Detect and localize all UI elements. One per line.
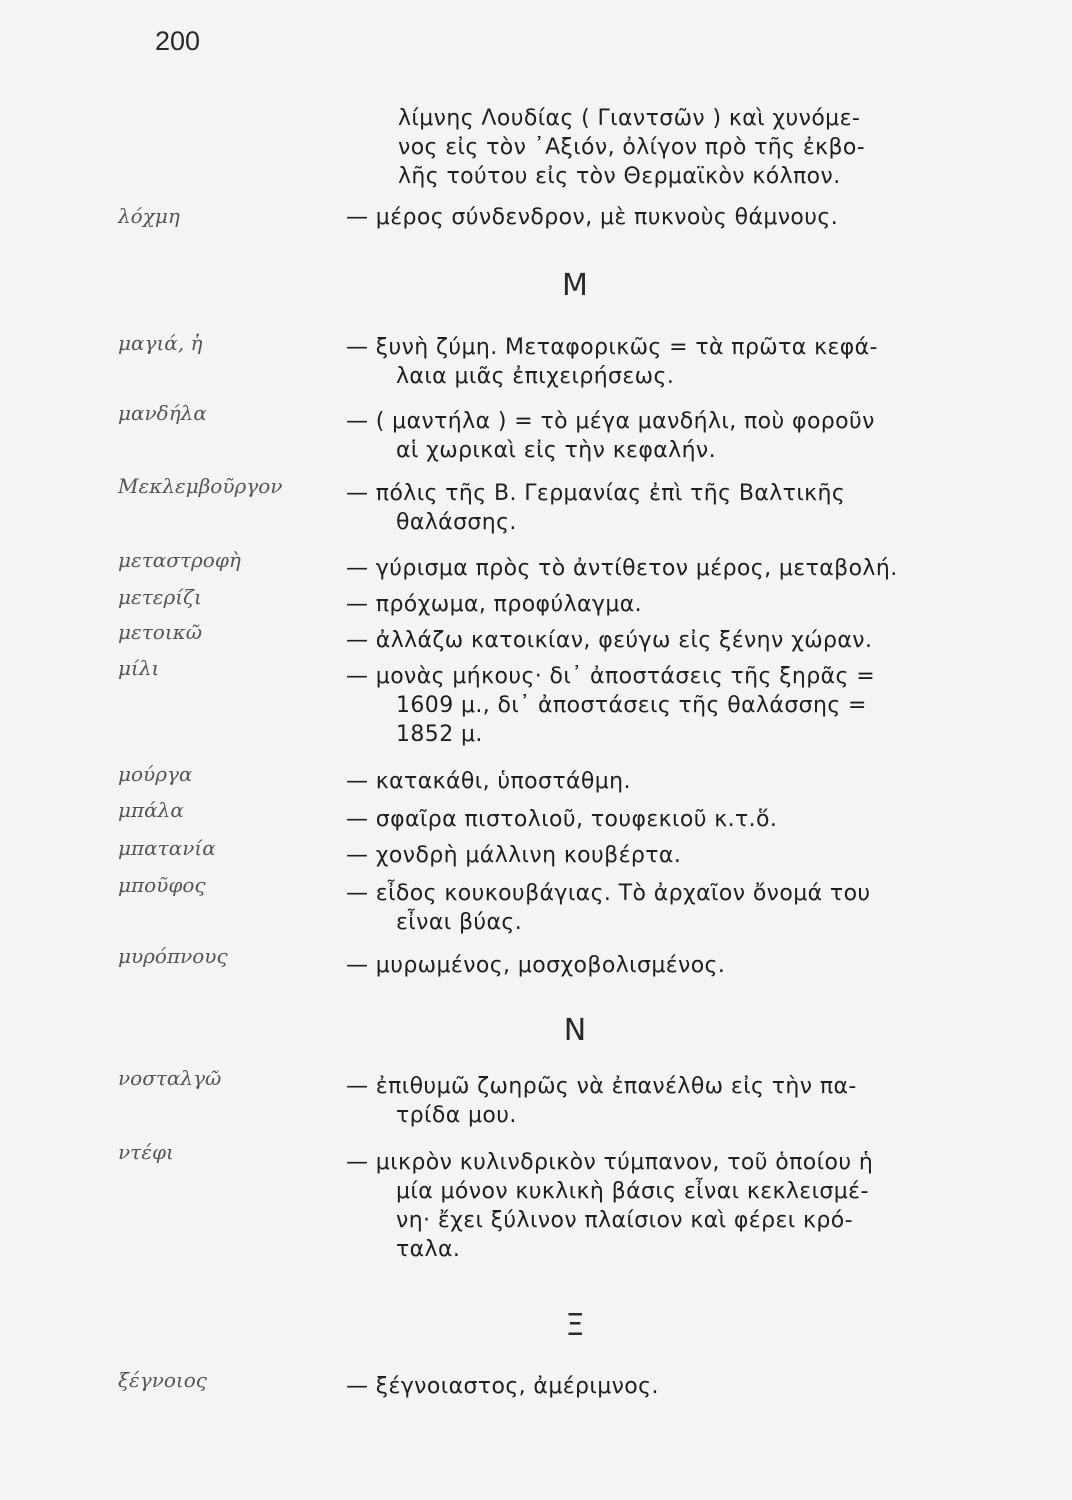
term-entry: ξέγνοιος (118, 1368, 207, 1392)
text-line: — ξέγνοιαστος, ἀμέριμνος. (346, 1374, 659, 1399)
text-line: — γύρισμα πρὸς τὸ ἀντίθετον μέρος, μεταβολή. (346, 556, 898, 581)
text-line: θαλάσσης. (396, 510, 517, 535)
term-entry: ντέφι (118, 1140, 174, 1164)
text-line: εἶναι βύας. (396, 910, 523, 935)
text-line: — μικρὸν κυλινδρικὸν τύμπανον, τοῦ ὁποίου ἡ (346, 1150, 874, 1175)
definition-entry (346, 951, 1026, 980)
definition-entry (346, 662, 1026, 749)
definition-entry (346, 767, 1026, 796)
text-line: — ξυνὴ ζύμη. Μεταφορικῶς = τὰ πρῶτα κεφά- (346, 335, 878, 360)
section-heading-xi: Ξ (565, 1308, 585, 1343)
text-line: — κατακάθι, ὑποστάθμη. (346, 769, 631, 794)
text-line: λαια μιᾶς ἐπιχειρήσεως. (396, 364, 675, 389)
definition-entry (346, 1148, 1026, 1264)
term-entry: νοσταλγῶ (118, 1066, 222, 1090)
term-entry: μυρόπνους (118, 944, 228, 968)
definition-entry (346, 333, 1026, 391)
text-line: — ἐπιθυμῶ ζωηρῶς νὰ ἐπανέλθω εἰς τὴν πα- (346, 1074, 857, 1099)
text-line: τρίδα μου. (396, 1103, 517, 1128)
term-entry: μποῦφος (118, 873, 206, 897)
term-entry: Μεκλεμβοῦργον (118, 474, 283, 498)
term-entry: μαγιά, ἡ (118, 331, 203, 355)
definition-entry (346, 879, 1026, 937)
definition-lochmi (346, 203, 1026, 232)
term-entry: μανδήλα (118, 401, 207, 425)
page-number: 200 (155, 26, 201, 56)
text-line: ταλα. (396, 1237, 461, 1262)
text-line: — εἶδος κουκουβάγιας. Τὸ ἀρχαῖον ὄνομά του (346, 881, 871, 906)
text-line: — πρόχωμα, προφύλαγμα. (346, 592, 643, 617)
term-entry: μούργα (118, 762, 193, 786)
section-heading-m: M (562, 268, 588, 303)
text-line: — ( μαντήλα ) = τὸ μέγα μανδήλι, ποὺ φοροῦν (346, 409, 875, 434)
continuation-text (398, 104, 1072, 191)
text-line: — μέρος σύνδενδρον, μὲ πυκνοὺς θάμνους. (346, 205, 839, 230)
definition-entry (346, 554, 1026, 583)
text-line: νος εἰς τὸν ᾿Αξιόν, ὀλίγον πρὸ τῆς ἐκβο- (398, 135, 866, 160)
text-line: — πόλις τῆς Β. Γερμανίας ἐπὶ τῆς Βαλτικῆς (346, 481, 846, 506)
definition-entry (346, 626, 1026, 655)
text-line: λῆς τούτου εἰς τὸν Θερμαϊκὸν κόλπον. (398, 164, 841, 189)
text-line: — μονὰς μήκους· δι᾽ ἀποστάσεις τῆς ξηρᾶς = (346, 664, 876, 689)
term-entry: μπάλα (118, 798, 184, 822)
text-line: λίμνης Λουδίας ( Γιαντσῶν ) καὶ χυνόμε- (398, 106, 861, 131)
definition-entry (346, 1372, 1026, 1401)
section-heading-n: N (563, 1013, 587, 1048)
text-line: νη· ἔχει ξύλινον πλαίσιον καὶ φέρει κρό- (396, 1208, 853, 1233)
text-line: — χονδρὴ μάλλινη κουβέρτα. (346, 843, 682, 868)
definition-entry (346, 1072, 1026, 1130)
text-line: 1852 μ. (396, 722, 483, 747)
text-line: — ἀλλάζω κατοικίαν, φεύγω εἰς ξένην χώραν. (346, 628, 873, 653)
definition-entry (346, 805, 1026, 834)
term-lochmi: λόχμη (118, 204, 180, 228)
text-line: μία μόνον κυκλικὴ βάσις εἶναι κεκλεισμέ- (396, 1179, 869, 1204)
definition-entry (346, 590, 1026, 619)
text-line: — σφαῖρα πιστολιοῦ, τουφεκιοῦ κ.τ.ὅ. (346, 807, 778, 832)
term-entry: μπατανία (118, 836, 216, 860)
term-entry: μετερίζι (118, 585, 202, 609)
text-line: 1609 μ., δι᾽ ἀποστάσεις τῆς θαλάσσης = (396, 693, 867, 718)
term-entry: μίλι (118, 656, 160, 680)
definition-entry (346, 479, 1026, 537)
definition-entry (346, 407, 1026, 465)
term-entry: μετοικῶ (118, 620, 203, 644)
text-line: αἱ χωρικαὶ εἰς τὴν κεφαλήν. (396, 438, 717, 463)
term-entry: μεταστροφὴ (118, 548, 241, 572)
text-line: — μυρωμένος, μοσχοβολισμένος. (346, 953, 726, 978)
definition-entry (346, 841, 1026, 870)
